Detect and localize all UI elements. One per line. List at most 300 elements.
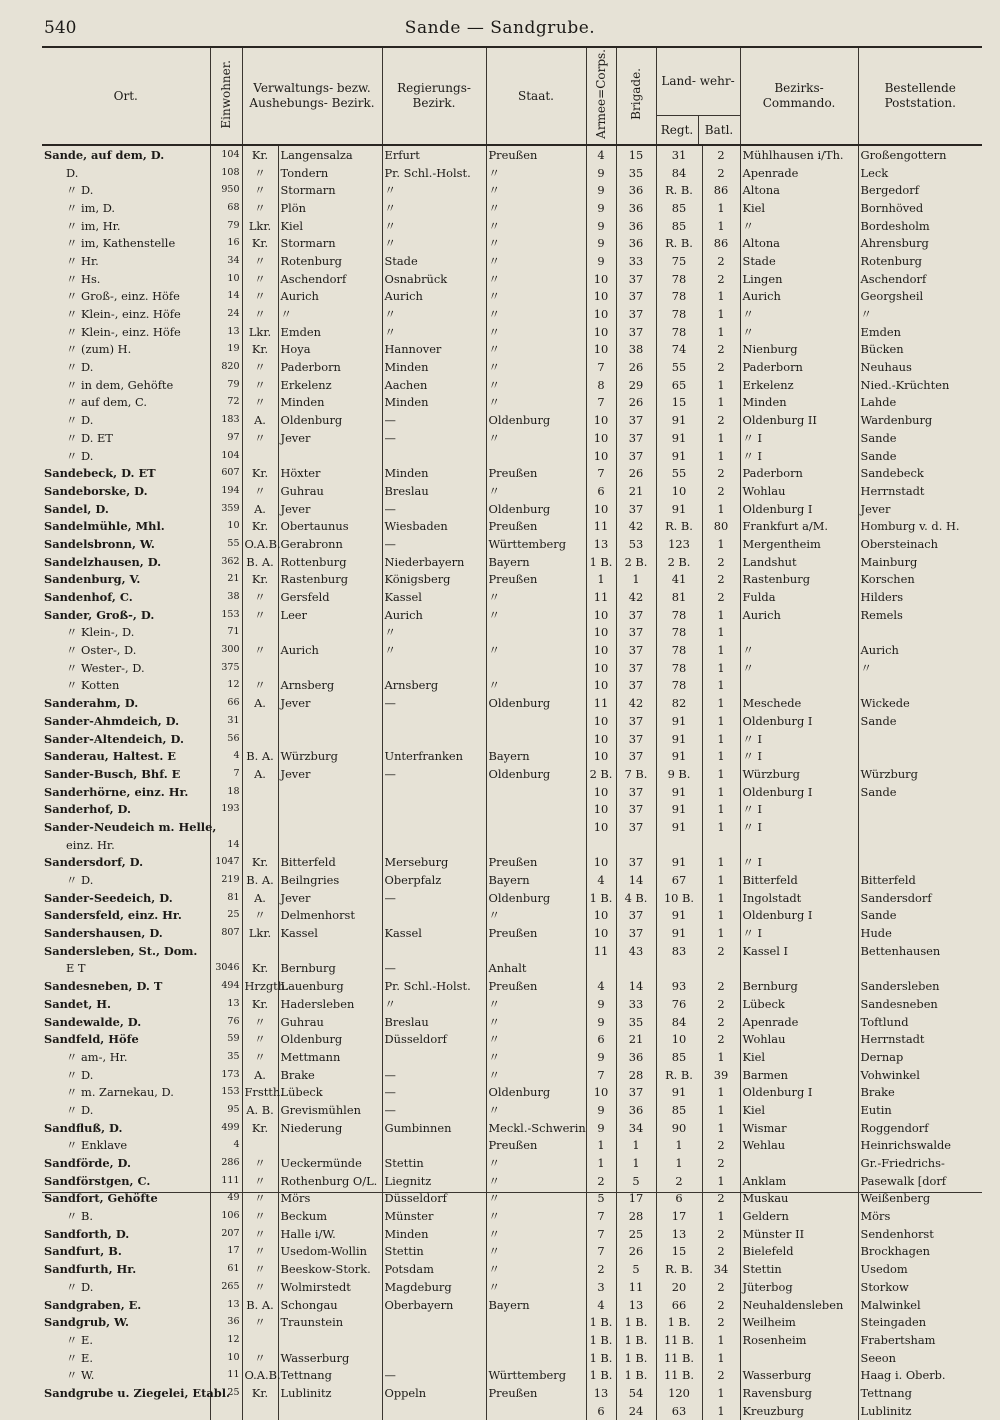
cell-verw: Usedom-Wollin [278,1243,382,1261]
cell-reg [382,1402,486,1420]
cell-verw: Minden [278,394,382,412]
cell-ort [42,800,210,818]
cell-staat [486,1313,586,1331]
cell-regt: 120 [656,1384,702,1402]
cell-staat: Oldenburg [486,411,586,429]
cell-ew: 55 [210,535,242,553]
cell-kdo [740,1154,858,1172]
cell-typ: Kr. [242,234,278,252]
cell-ac: 10 [586,747,616,765]
cell-ew: 12 [210,1331,242,1349]
cell-ac: 10 [586,270,616,288]
cell-batl: 1 [702,1331,740,1349]
cell-reg: 〃 [382,234,486,252]
cell-ort [42,1172,210,1190]
cell-post: Herrnstadt [858,482,982,500]
cell-kdo: Fulda [740,588,858,606]
cell-ort [42,517,210,535]
cell-brig: 54 [616,1384,656,1402]
cell-ort [42,1207,210,1225]
cell-kdo: Minden [740,394,858,412]
cell-staat: 〃 [486,288,586,306]
cell-batl: 1 [702,818,740,836]
cell-regt: 90 [656,1119,702,1137]
cell-ort [42,1313,210,1331]
cell-kdo: Oldenburg II [740,411,858,429]
place-name: 〃 D. [66,448,94,463]
cell-verw: Niederung [278,1119,382,1137]
cell-brig: 37 [616,907,656,925]
cell-batl: 2 [702,1154,740,1172]
cell-regt: 55 [656,358,702,376]
cell-typ: 〃 [242,677,278,695]
cell-batl: 1 [702,694,740,712]
place-name: 〃 m. Zarnekau, D. [66,1085,174,1100]
place-name: Sandelsbronn, W. [44,536,155,551]
cell-ort [42,164,210,182]
cell-staat: Preußen [486,1384,586,1402]
cell-brig: 13 [616,1296,656,1314]
cell-regt: 15 [656,1243,702,1261]
cell-ort [42,464,210,482]
cell-kdo: Jüterbog [740,1278,858,1296]
cell-ort [42,924,210,942]
cell-typ: 〃 [242,1278,278,1296]
table-row [42,571,982,589]
cell-typ: Kr. [242,854,278,872]
table-row [42,1384,982,1402]
cell-ac: 3 [586,1278,616,1296]
cell-post: Bücken [858,341,982,359]
cell-ort [42,1083,210,1101]
cell-ac: 7 [586,1207,616,1225]
cell-ort [42,217,210,235]
cell-verw [278,447,382,465]
cell-staat: 〃 [486,482,586,500]
cell-typ: 〃 [242,358,278,376]
cell-ew: 72 [210,394,242,412]
place-name: 〃 im, Hr. [66,218,121,233]
cell-post [858,730,982,748]
cell-reg: — [382,1083,486,1101]
place-name: 〃 D. [66,360,94,375]
cell-typ: O.A.B. [242,535,278,553]
cell-verw [278,730,382,748]
cell-reg: 〃 [382,305,486,323]
cell-ort [42,252,210,270]
cell-ac: 4 [586,145,616,164]
cell-ew: 38 [210,588,242,606]
table-row [42,164,982,182]
table-row [42,1296,982,1314]
cell-regt: 85 [656,1101,702,1119]
cell-ew: 183 [210,411,242,429]
cell-reg: Düsseldorf [382,1030,486,1048]
cell-ac: 7 [586,394,616,412]
cell-ac: 1 B. [586,1331,616,1349]
cell-typ: Lkr. [242,217,278,235]
cell-ac: 9 [586,164,616,182]
cell-regt: 85 [656,1048,702,1066]
cell-regt: 91 [656,411,702,429]
cell-kdo: Meschede [740,694,858,712]
cell-typ: 〃 [242,181,278,199]
cell-verw: Aschendorf [278,270,382,288]
cell-verw: Schongau [278,1296,382,1314]
place-name: Sande, auf dem, D. [44,147,165,162]
place-name: Sandfurt, B. [44,1244,122,1259]
cell-batl: 1 [702,376,740,394]
place-name: 〃 D. ET [66,430,113,445]
cell-regt: 91 [656,924,702,942]
cell-regt: 74 [656,341,702,359]
cell-typ: A. [242,411,278,429]
cell-brig: 17 [616,1190,656,1208]
cell-typ: O.A.B. [242,1366,278,1384]
cell-batl: 1 [702,500,740,518]
cell-batl: 2 [702,995,740,1013]
cell-brig: 42 [616,517,656,535]
cell-verw: Beckum [278,1207,382,1225]
cell-staat: 〃 [486,358,586,376]
cell-ew: 79 [210,217,242,235]
table-row [42,517,982,535]
cell-ac: 10 [586,624,616,642]
cell-staat: Württemberg [486,1366,586,1384]
cell-staat [486,1402,586,1420]
place-name: Sandenburg, V. [44,572,141,587]
cell-batl: 1 [702,606,740,624]
place-name: E T [66,961,86,976]
cell-reg [382,818,486,836]
place-name: 〃 D. [66,873,94,888]
place-name: 〃 E. [66,1332,93,1347]
cell-batl: 1 [702,659,740,677]
cell-ac: 10 [586,447,616,465]
cell-brig [616,836,656,854]
cell-staat: Preußen [486,571,586,589]
cell-regt: 84 [656,1013,702,1031]
cell-typ: Hrzgth. [242,977,278,995]
cell-post: Homburg v. d. H. [858,517,982,535]
table-row [42,818,982,836]
cell-ort [42,429,210,447]
cell-kdo: 〃 I [740,730,858,748]
cell-staat: 〃 [486,341,586,359]
table-row [42,181,982,199]
cell-ew: 10 [210,517,242,535]
cell-ort [42,1013,210,1031]
cell-regt: 78 [656,624,702,642]
cell-ort [42,907,210,925]
cell-reg: Wiesbaden [382,517,486,535]
cell-typ: 〃 [242,1048,278,1066]
cell-staat: Preußen [486,517,586,535]
cell-post: Remels [858,606,982,624]
place-name: Sandelmühle, Mhl. [44,519,165,534]
table-row [42,1331,982,1349]
cell-post [858,747,982,765]
cell-batl: 2 [702,588,740,606]
cell-ew: 359 [210,500,242,518]
cell-ac: 10 [586,411,616,429]
table-row [42,1313,982,1331]
place-name: D. [66,165,79,180]
cell-ac: 6 [586,482,616,500]
cell-reg: — [382,500,486,518]
header-einwohner: Einwohner. [210,48,242,145]
cell-post: Aschendorf [858,270,982,288]
cell-ew: 950 [210,181,242,199]
cell-staat: Preußen [486,1137,586,1155]
cell-staat: Meckl.-Schwerin [486,1119,586,1137]
cell-ort [42,1260,210,1278]
cell-ew: 1047 [210,854,242,872]
place-name: Sander-Busch, Bhf. E [44,766,181,781]
cell-post: Mörs [858,1207,982,1225]
table-row [42,995,982,1013]
cell-verw: Lübeck [278,1083,382,1101]
table-row [42,199,982,217]
cell-brig: 7 B. [616,765,656,783]
cell-kdo: Oldenburg I [740,783,858,801]
cell-typ [242,624,278,642]
cell-staat: 〃 [486,1225,586,1243]
cell-batl: 2 [702,1313,740,1331]
cell-staat: 〃 [486,606,586,624]
table-row [42,641,982,659]
cell-batl: 2 [702,1225,740,1243]
cell-staat: Oldenburg [486,500,586,518]
cell-kdo: Oldenburg I [740,712,858,730]
cell-kdo: Anklam [740,1172,858,1190]
table-row [42,341,982,359]
place-name: Sander-Seedeich, D. [44,890,173,905]
cell-ac: 1 B. [586,1366,616,1384]
cell-brig: 37 [616,783,656,801]
cell-staat: 〃 [486,305,586,323]
cell-typ: Kr. [242,960,278,978]
cell-typ: 〃 [242,907,278,925]
cell-post: Gr.-Friedrichs- [858,1154,982,1172]
cell-reg: Niederbayern [382,553,486,571]
cell-reg: — [382,1366,486,1384]
cell-verw: Arnsberg [278,677,382,695]
cell-batl: 1 [702,641,740,659]
cell-batl: 2 [702,1278,740,1296]
cell-staat: Preußen [486,854,586,872]
cell-verw: Bitterfeld [278,854,382,872]
header-regt: Regt. [660,122,694,137]
cell-verw [278,659,382,677]
cell-reg: Minden [382,1225,486,1243]
cell-typ: 〃 [242,1225,278,1243]
cell-batl: 1 [702,288,740,306]
cell-brig: 14 [616,871,656,889]
cell-staat [486,712,586,730]
place-name: Sandenhof, C. [44,590,133,605]
cell-staat [486,942,586,960]
cell-post: Tettnang [858,1384,982,1402]
cell-verw: Bernburg [278,960,382,978]
cell-reg: 〃 [382,217,486,235]
cell-ort [42,1066,210,1084]
cell-ac: 9 [586,234,616,252]
cell-regt: 67 [656,871,702,889]
cell-ac: 10 [586,305,616,323]
cell-typ: 〃 [242,641,278,659]
register-body [42,145,982,1420]
cell-verw [278,800,382,818]
cell-ort [42,659,210,677]
table-row [42,942,982,960]
cell-ac: 10 [586,429,616,447]
cell-kdo: Aurich [740,606,858,624]
cell-typ: A. [242,889,278,907]
cell-reg: Aurich [382,606,486,624]
cell-staat: Bayern [486,553,586,571]
place-name: 〃 D. [66,1102,94,1117]
table-row [42,1154,982,1172]
cell-batl: 2 [702,341,740,359]
cell-regt: R. B. [656,234,702,252]
cell-reg [382,1331,486,1349]
cell-typ [242,942,278,960]
cell-regt: 84 [656,164,702,182]
cell-ort [42,1366,210,1384]
cell-ort [42,341,210,359]
cell-brig: 1 [616,1154,656,1172]
cell-brig: 42 [616,588,656,606]
cell-ac: 11 [586,588,616,606]
cell-ac: 8 [586,376,616,394]
cell-typ [242,447,278,465]
cell-verw: Mörs [278,1190,382,1208]
cell-regt: R. B. [656,1260,702,1278]
cell-batl: 2 [702,145,740,164]
cell-reg: Pr. Schl.-Holst. [382,164,486,182]
cell-ew: 76 [210,1013,242,1031]
place-name: Sandförde, D. [44,1156,131,1171]
cell-ort [42,783,210,801]
place-name: 〃 Oster-, D. [66,643,137,658]
cell-verw: Jever [278,429,382,447]
table-row [42,960,982,978]
cell-post: Würzburg [858,765,982,783]
cell-post [858,836,982,854]
cell-typ: 〃 [242,270,278,288]
cell-batl: 2 [702,571,740,589]
place-name: Sander-Altendeich, D. [44,731,184,746]
place-name: 〃 W. [66,1368,95,1383]
place-name: 〃 am-, Hr. [66,1049,128,1064]
place-name: Sandershausen, D. [44,926,163,941]
cell-reg: Magdeburg [382,1278,486,1296]
place-name: 〃 Wester-, D. [66,660,145,675]
place-name: 〃 D. [66,1279,94,1294]
cell-ew: 194 [210,482,242,500]
cell-staat: 〃 [486,323,586,341]
place-name: Sandeborske, D. [44,483,148,498]
cell-staat [486,836,586,854]
cell-regt: 10 [656,482,702,500]
header-kommando: Bezirks- Commando. [740,48,858,145]
table-row [42,252,982,270]
cell-ew: 820 [210,358,242,376]
cell-reg: Hannover [382,341,486,359]
cell-ort [42,1101,210,1119]
cell-brig: 24 [616,1402,656,1420]
cell-batl: 1 [702,1172,740,1190]
cell-batl: 2 [702,1013,740,1031]
cell-kdo: 〃 [740,659,858,677]
cell-post: Brake [858,1083,982,1101]
header-verwaltung: Verwaltungs- bezw. Aushebungs- Bezirk. [242,48,382,145]
cell-regt: 76 [656,995,702,1013]
cell-brig: 37 [616,624,656,642]
cell-staat [486,1331,586,1349]
cell-ew: 108 [210,164,242,182]
table-row [42,907,982,925]
cell-regt: 10 [656,1030,702,1048]
cell-brig: 43 [616,942,656,960]
cell-brig: 37 [616,854,656,872]
header-staat: Staat. [486,48,586,145]
cell-reg: Gumbinnen [382,1119,486,1137]
cell-staat: 〃 [486,252,586,270]
cell-staat: 〃 [486,376,586,394]
cell-ew: 4 [210,1137,242,1155]
cell-ort [42,694,210,712]
cell-ac: 2 B. [586,765,616,783]
place-name: 〃 in dem, Gehöfte [66,377,174,392]
cell-regt: 6 [656,1190,702,1208]
cell-typ: 〃 [242,199,278,217]
cell-brig: 37 [616,270,656,288]
cell-post: Sande [858,783,982,801]
cell-verw: Leer [278,606,382,624]
cell-regt: 11 B. [656,1331,702,1349]
cell-batl: 1 [702,871,740,889]
cell-regt: 78 [656,606,702,624]
cell-verw: Hoya [278,341,382,359]
cell-post: Sandersdorf [858,889,982,907]
cell-batl: 1 [702,323,740,341]
cell-staat: Württemberg [486,535,586,553]
cell-reg: 〃 [382,323,486,341]
cell-post: Brockhagen [858,1243,982,1261]
cell-regt: 55 [656,464,702,482]
cell-kdo: Kiel [740,199,858,217]
cell-staat [486,1349,586,1367]
cell-ew: 24 [210,305,242,323]
cell-brig: 21 [616,1030,656,1048]
cell-post: Toftlund [858,1013,982,1031]
cell-brig: 37 [616,659,656,677]
place-name: Sandfeld, Höfe [44,1032,139,1047]
cell-typ: 〃 [242,252,278,270]
cell-kdo: Lübeck [740,995,858,1013]
cell-ew: 153 [210,606,242,624]
cell-ort [42,1331,210,1349]
cell-regt: 31 [656,145,702,164]
cell-batl: 1 [702,199,740,217]
cell-brig: 25 [616,1225,656,1243]
table-row [42,535,982,553]
place-name: Sandfurth, Hr. [44,1262,137,1277]
place-name: Sandet, H. [44,996,112,1011]
cell-verw: Oldenburg [278,411,382,429]
